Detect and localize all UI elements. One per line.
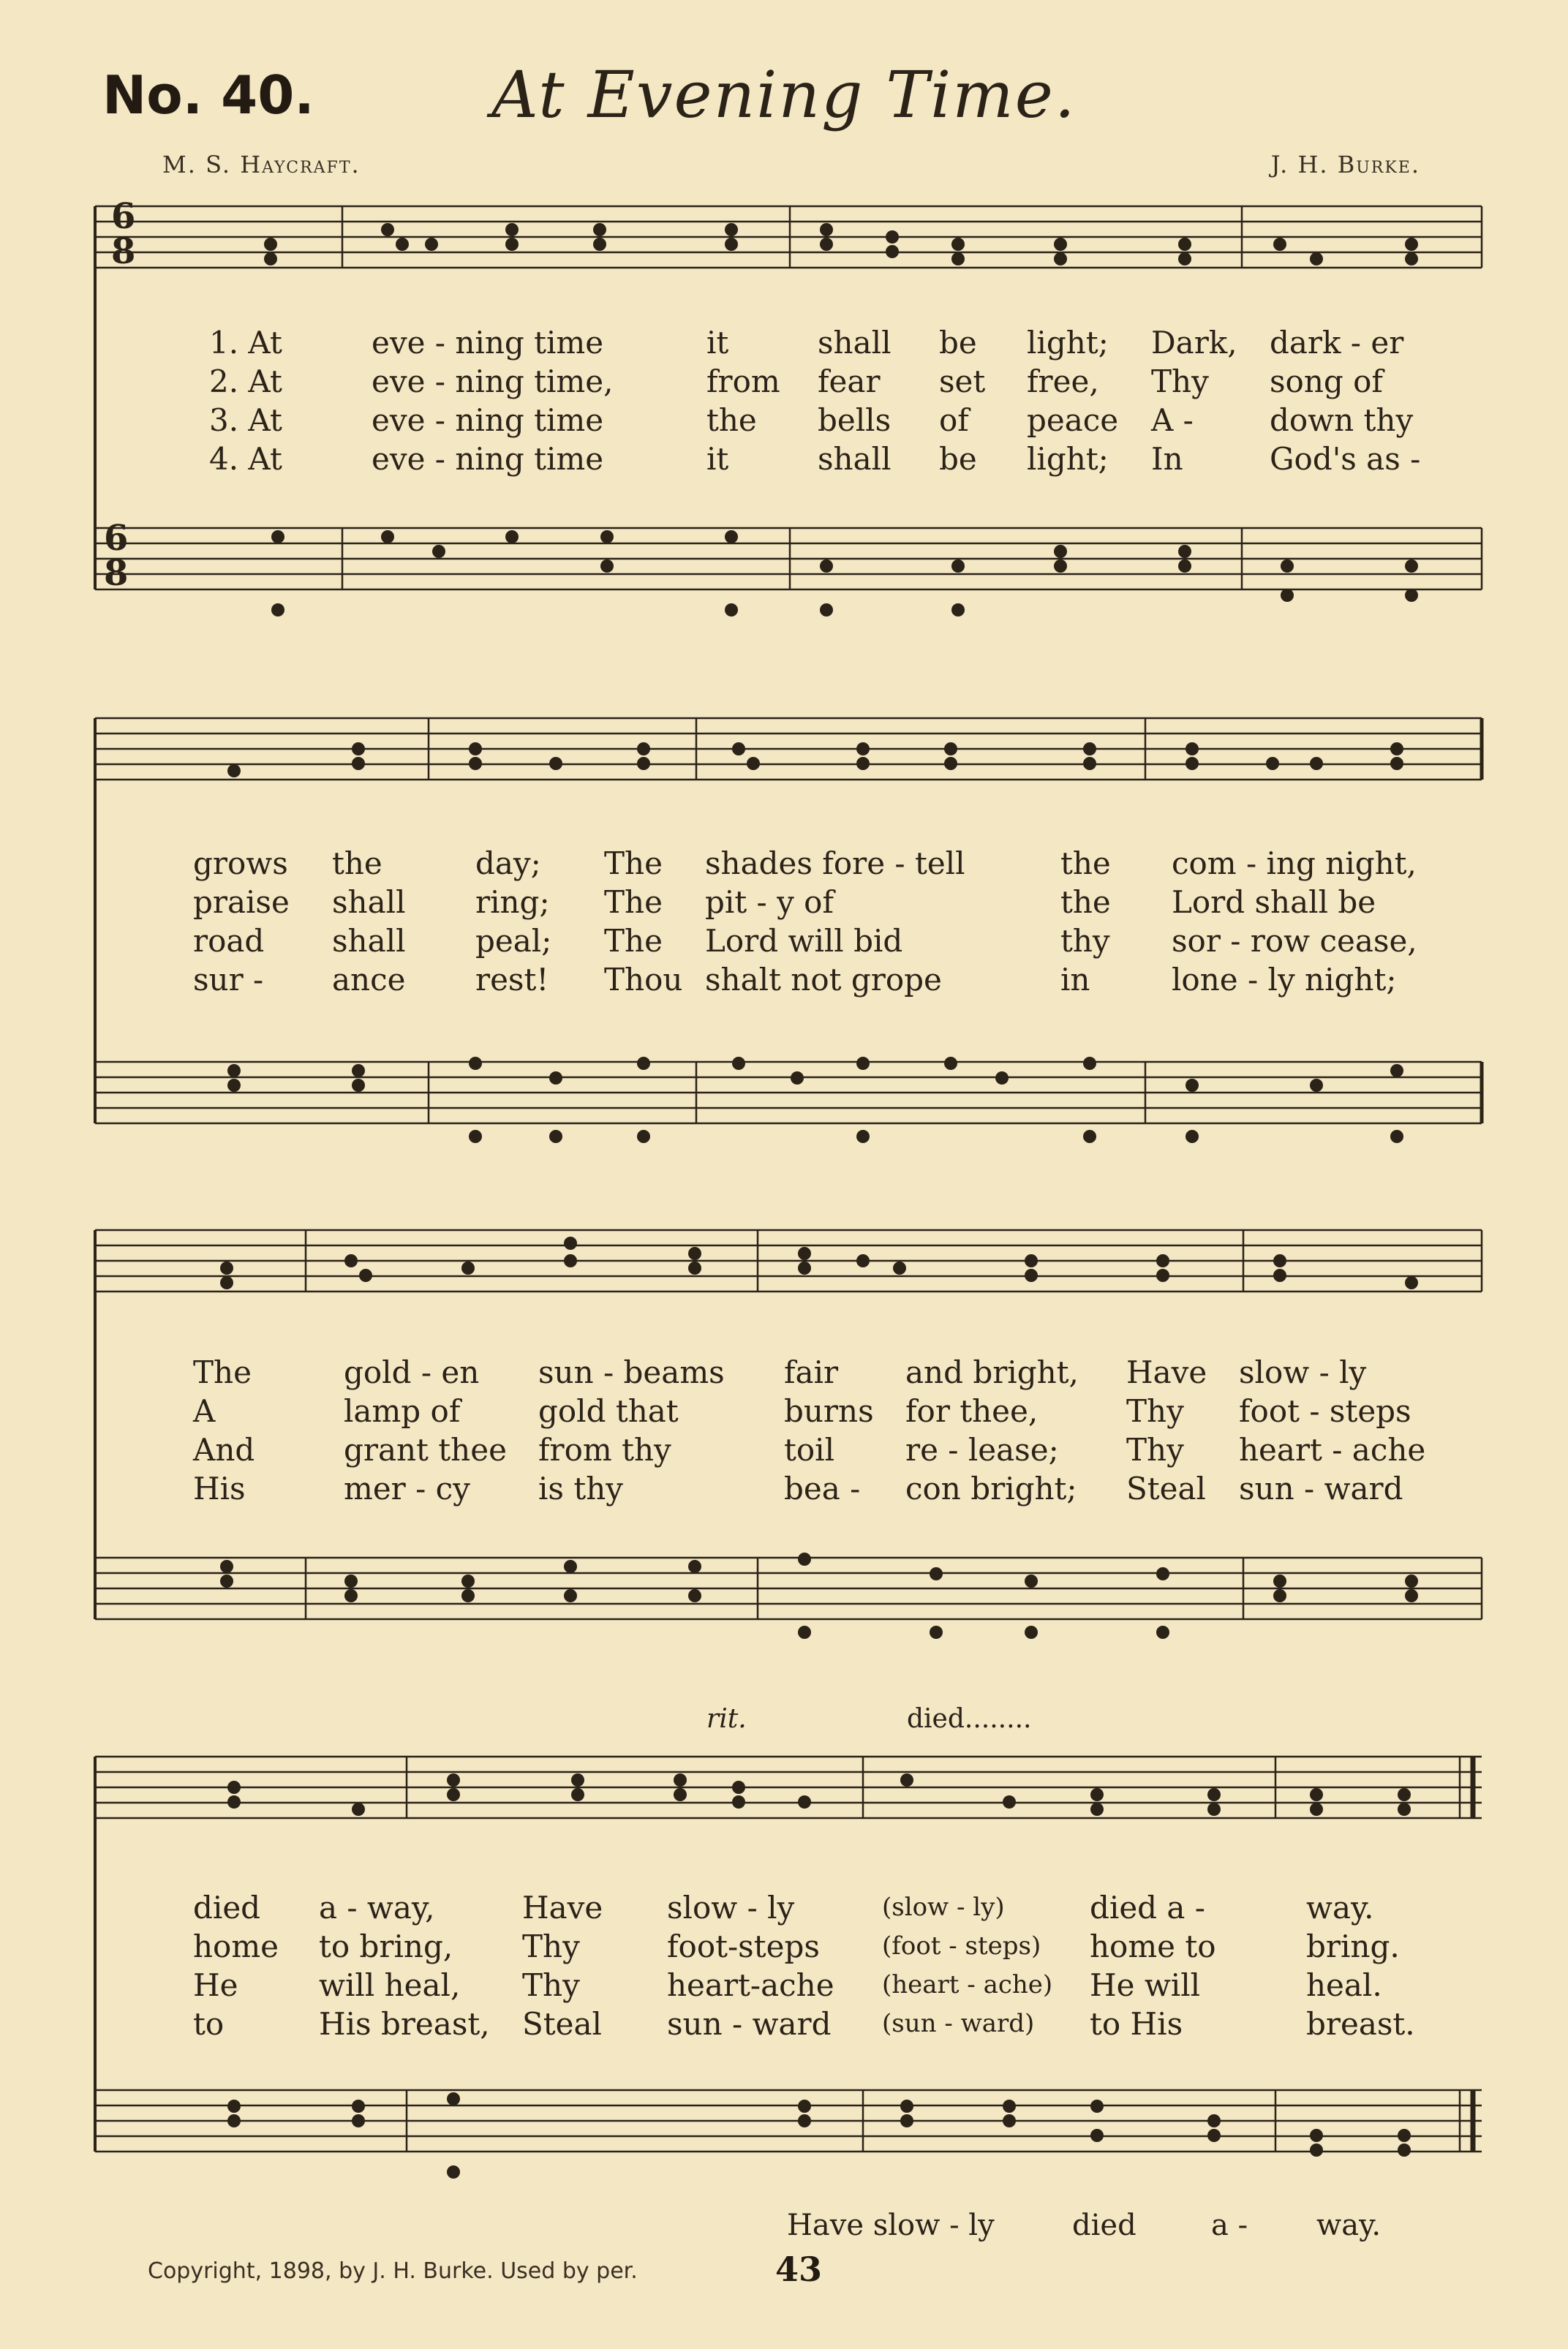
lyric-syllable: re - lease;	[905, 1432, 1059, 1468]
lyric-syllable: (sun - ward)	[882, 2009, 1035, 2038]
lyric-syllable: Dark,	[1151, 325, 1237, 361]
lyric-syllable: The	[604, 923, 663, 959]
lyric-syllable: Have	[1126, 1354, 1207, 1390]
lyric-syllable: rest!	[475, 962, 549, 998]
lyric-syllable: grows	[193, 845, 288, 881]
lyric-syllable: Thy	[522, 1967, 580, 2003]
lyric-syllable: 2. At	[209, 363, 282, 399]
lyric-syllable: A	[193, 1393, 216, 1429]
lyric-syllable: bea -	[784, 1471, 861, 1507]
lyric-row-v2	[0, 1928, 1568, 1965]
lyric-syllable: light;	[1027, 325, 1109, 361]
lyric-syllable: way.	[1316, 2209, 1382, 2242]
lyric-syllable: 4. At	[209, 441, 282, 477]
music-system-4	[0, 1741, 1568, 2209]
lyric-syllable: died a -	[1090, 1890, 1205, 1926]
lyric-syllable: ance	[332, 962, 406, 998]
lyric-row-v3	[0, 1967, 1568, 2004]
lyric-syllable: dark - er	[1270, 325, 1404, 361]
lyric-syllable: shades fore - tell	[705, 845, 965, 881]
lyric-syllable: lamp of	[344, 1393, 461, 1429]
lyric-syllable: be	[939, 441, 977, 477]
lyric-syllable: Thy	[1126, 1432, 1184, 1468]
lyric-row-v1	[0, 1354, 1568, 1391]
lyric-syllable: it	[706, 441, 729, 477]
lyric-syllable: gold - en	[344, 1354, 480, 1390]
lyric-syllable: (slow - ly)	[882, 1893, 1005, 1922]
lyric-row-v4	[0, 962, 1568, 998]
hymn-number: No. 40.	[102, 64, 314, 126]
lyric-syllable: Thou	[604, 962, 683, 998]
lyric-syllable: He	[193, 1967, 238, 2003]
lyric-syllable: heal.	[1306, 1967, 1382, 2003]
lyric-syllable: lone - ly night;	[1172, 962, 1397, 998]
lyric-syllable: song of	[1270, 363, 1383, 399]
lyric-syllable: to bring,	[319, 1928, 453, 1964]
lyric-syllable: peal;	[475, 923, 552, 959]
lyric-syllable: sur -	[193, 962, 264, 998]
lyric-syllable: heart - ache	[1239, 1432, 1426, 1468]
lyric-syllable: from	[706, 363, 780, 399]
lyric-syllable: home to	[1090, 1928, 1216, 1964]
lyric-syllable: heart-ache	[667, 1967, 834, 2003]
lyric-syllable: eve - ning time	[372, 402, 604, 438]
died-marking: died........	[907, 1704, 1032, 1734]
lyric-syllable: slow - ly	[1239, 1354, 1367, 1390]
lyric-syllable: com - ing night,	[1172, 845, 1417, 881]
lyric-syllable: gold that	[538, 1393, 679, 1429]
lyric-syllable: Lord shall be	[1172, 884, 1376, 920]
lyric-syllable: shall	[818, 325, 892, 361]
lyric-syllable: and bright,	[905, 1354, 1079, 1390]
lyric-syllable: And	[193, 1432, 255, 1468]
time-signature-top: 6	[111, 196, 136, 237]
lyric-row-v3	[0, 402, 1568, 439]
lyric-syllable: road	[193, 923, 265, 959]
lyric-syllable: His	[193, 1471, 246, 1507]
lyric-syllable: thy	[1060, 923, 1110, 959]
lyric-row-v4	[0, 441, 1568, 478]
lyric-row-v1	[0, 845, 1568, 882]
lyric-syllable: the	[706, 402, 757, 438]
bass-time-signature-bottom: 8	[104, 553, 129, 594]
lyric-syllable: Thy	[1151, 363, 1209, 399]
lyric-syllable: Lord will bid	[705, 923, 903, 959]
lyric-syllable: shall	[332, 884, 406, 920]
lyric-syllable: Have	[522, 1890, 603, 1926]
bass-lyric-row	[0, 2209, 1568, 2245]
lyric-syllable: of	[939, 402, 969, 438]
copyright-notice: Copyright, 1898, by J. H. Burke. Used by per.	[148, 2258, 638, 2284]
lyric-syllable: fair	[784, 1354, 839, 1390]
lyric-syllable: fear	[818, 363, 881, 399]
lyric-syllable: foot-steps	[667, 1928, 820, 1964]
lyric-syllable: sun - ward	[667, 2006, 832, 2042]
lyric-syllable: eve - ning time	[372, 325, 604, 361]
lyric-syllable: died	[1072, 2209, 1137, 2242]
lyric-row-v4	[0, 1471, 1568, 1507]
time-signature-bottom: 8	[111, 231, 136, 272]
page-number: 43	[775, 2250, 823, 2289]
lyric-syllable: bells	[818, 402, 892, 438]
lyric-syllable: died	[193, 1890, 261, 1926]
music-system-1	[0, 190, 1568, 629]
lyric-syllable: sor - row cease,	[1172, 923, 1417, 959]
lyric-syllable: praise	[193, 884, 290, 920]
lyric-syllable: 1. At	[209, 325, 282, 361]
lyric-syllable: bring.	[1306, 1928, 1400, 1964]
lyric-syllable: God's as -	[1270, 441, 1421, 477]
lyric-row-v2	[0, 884, 1568, 921]
lyric-syllable: Thy	[522, 1928, 580, 1964]
hymn-title: At Evening Time.	[491, 57, 1077, 132]
lyric-syllable: it	[706, 325, 729, 361]
lyric-syllable: 3. At	[209, 402, 282, 438]
lyric-row-v1	[0, 325, 1568, 361]
lyric-syllable: sun - ward	[1239, 1471, 1403, 1507]
lyric-syllable: sun - beams	[538, 1354, 725, 1390]
lyric-syllable: eve - ning time,	[372, 363, 614, 399]
lyric-syllable: to His	[1090, 2006, 1183, 2042]
lyric-row-v3	[0, 923, 1568, 959]
lyric-syllable: for thee,	[905, 1393, 1039, 1429]
lyricist-credit: M. S. Haycraft.	[162, 151, 361, 178]
lyric-row-v1	[0, 1890, 1568, 1926]
lyric-syllable: toil	[784, 1432, 835, 1468]
lyric-syllable: The	[604, 845, 663, 881]
lyric-syllable: A -	[1151, 402, 1194, 438]
lyric-syllable: way.	[1306, 1890, 1374, 1926]
lyric-syllable: The	[193, 1354, 252, 1390]
lyric-syllable: will heal,	[319, 1967, 461, 2003]
lyric-syllable: set	[939, 363, 986, 399]
lyric-syllable: Steal	[1126, 1471, 1206, 1507]
bass-time-signature-top: 6	[104, 518, 129, 559]
lyric-syllable: foot - steps	[1239, 1393, 1411, 1429]
lyric-syllable: eve - ning time	[372, 441, 604, 477]
lyric-syllable: to	[193, 2006, 225, 2042]
music-system-3	[0, 1214, 1568, 1667]
lyric-syllable: peace	[1027, 402, 1119, 438]
lyric-syllable: in	[1060, 962, 1090, 998]
lyric-syllable: shall	[818, 441, 892, 477]
lyric-syllable: The	[604, 884, 663, 920]
lyric-syllable: the	[1060, 884, 1111, 920]
lyric-row-v2	[0, 1393, 1568, 1430]
lyric-syllable: ring;	[475, 884, 550, 920]
lyric-syllable: He will	[1090, 1967, 1201, 2003]
lyric-syllable: a - way,	[319, 1890, 435, 1926]
music-system-2	[0, 702, 1568, 1155]
lyric-syllable: day;	[475, 845, 541, 881]
lyric-syllable: slow - ly	[667, 1890, 795, 1926]
lyric-syllable: grant thee	[344, 1432, 507, 1468]
lyric-syllable: burns	[784, 1393, 874, 1429]
lyric-syllable: In	[1151, 441, 1183, 477]
lyric-syllable: free,	[1027, 363, 1099, 399]
lyric-syllable: is thy	[538, 1471, 623, 1507]
lyric-syllable: down thy	[1270, 402, 1414, 438]
lyric-row-v2	[0, 363, 1568, 400]
lyric-row-v4	[0, 2006, 1568, 2043]
ritardando-marking: rit.	[706, 1704, 747, 1734]
lyric-syllable: the	[332, 845, 382, 881]
lyric-syllable: shalt not grope	[705, 962, 942, 998]
lyric-syllable: the	[1060, 845, 1111, 881]
lyric-syllable: con bright;	[905, 1471, 1077, 1507]
lyric-row-v3	[0, 1432, 1568, 1468]
lyric-syllable: be	[939, 325, 977, 361]
lyric-syllable: Steal	[522, 2006, 602, 2042]
lyric-syllable: breast.	[1306, 2006, 1415, 2042]
lyric-syllable: home	[193, 1928, 279, 1964]
lyric-syllable: mer - cy	[344, 1471, 470, 1507]
lyric-syllable: shall	[332, 923, 406, 959]
lyric-syllable: His breast,	[319, 2006, 490, 2042]
lyric-syllable: light;	[1027, 441, 1109, 477]
lyric-syllable: Have slow - ly	[787, 2209, 995, 2242]
lyric-syllable: a -	[1211, 2209, 1248, 2242]
lyric-syllable: from thy	[538, 1432, 671, 1468]
lyric-syllable: pit - y of	[705, 884, 834, 920]
lyric-syllable: (foot - steps)	[882, 1931, 1041, 1961]
composer-credit: J. H. Burke.	[1270, 151, 1420, 178]
lyric-syllable: (heart - ache)	[882, 1970, 1053, 1999]
lyric-syllable: Thy	[1126, 1393, 1184, 1429]
